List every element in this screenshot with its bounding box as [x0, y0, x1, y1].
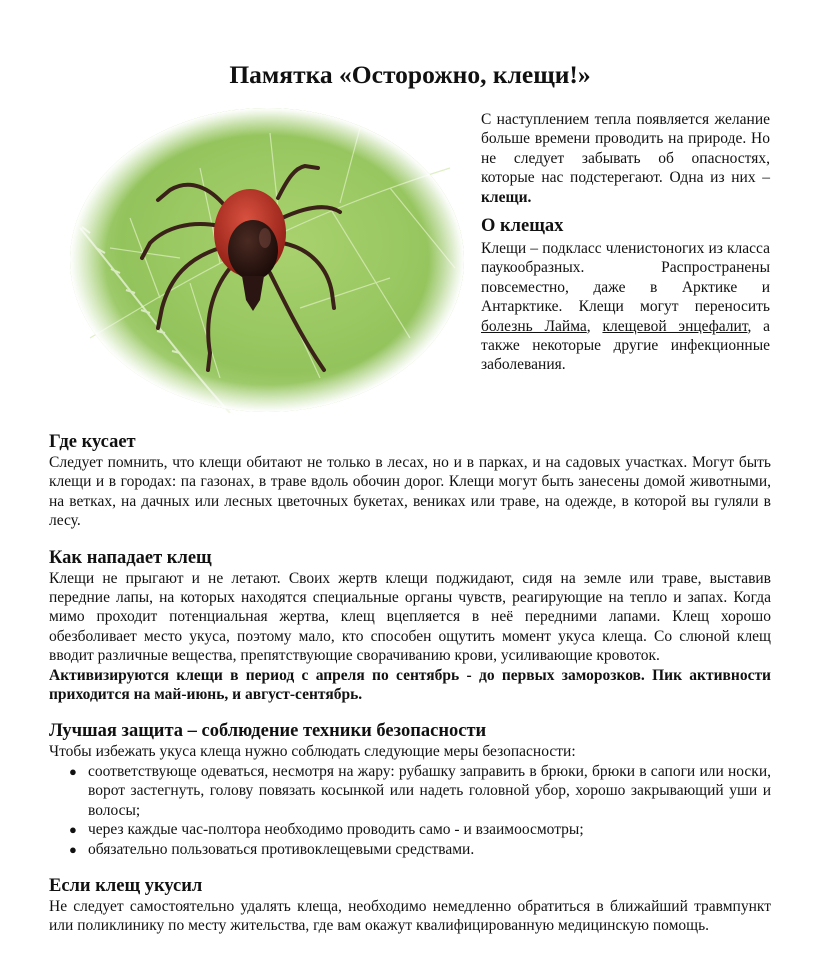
main-content	[49, 431, 771, 952]
list-item: ● обязательно пользоваться противоклещевыми средствами.	[69, 840, 475, 858]
protection-heading: Лучшая защита – соблюдение техники безопасности	[49, 721, 487, 742]
activity-period-note: Активизируются клещи в период с апреля по сентябрь - до первых заморозков. Пик активности приходится на май-июнь, и август-сентябрь.	[49, 666, 771, 704]
intro-paragraph: С наступлением тепла появляется желание больше времени проводить на природе. Но не следует забывать об опасностях, которые нас подстерегают. Одна из них – клещи.	[481, 111, 770, 206]
about-heading: О клещах	[481, 216, 564, 237]
bullet-icon: ●	[69, 841, 77, 857]
protection-list	[49, 762, 771, 859]
encephalitis-link[interactable]: клещевой энцефалит	[602, 317, 748, 335]
attack-heading: Как нападает клещ	[49, 547, 212, 568]
attack-paragraph: Клещи не прыгают и не летают. Своих жертв клещи поджидают, сидя на земле или траве, выставив передние лапы, на которых находятся специальные органы чувств, реагирующие на тепло и запах. Когда мимо проходит потенциальная жертва, клещ вцепляется в неё передними лапами. Клещ хорошо обезболивает место укуса, поэтому мало, кто способен ощутить момент укуса клеща. Со слюной клещ вводит различные вещества, препятствующие сворачиванию крови, усиливающие кровоток.	[49, 569, 771, 665]
about-paragraph: Клещи – подкласс членистоногих из класса паукообразных. Распространены повсеместно, даже в Арктике и Антарктике. Клещи могут переносить болезнь Лайма, клещевой энцефалит, а также некоторые другие инфекционные заболевания.	[481, 240, 770, 374]
bitten-heading: Если клещ укусил	[49, 875, 203, 896]
lyme-disease-link[interactable]: болезнь Лайма	[481, 317, 587, 335]
right-column	[481, 110, 770, 375]
image-fade-edge	[70, 108, 464, 412]
bitten-paragraph: Не следует самостоятельно удалять клеща, необходимо немедленно обратиться в ближайший травмпункт или поликлинику по месту жительства, где вам окажут квалифицированную медицинскую помощь.	[49, 897, 771, 935]
section-protection	[49, 720, 771, 858]
page-title: Памятка «Осторожно, клещи!»	[229, 60, 591, 89]
section-where	[49, 431, 771, 531]
tick-on-leaf-image	[70, 108, 465, 413]
bullet-icon: ●	[69, 763, 77, 779]
list-item: ● соответствующе одеваться, несмотря на жару: рубашку заправить в брюки, брюки в сапоги или носки, ворот застегнуть, голову повязать косынкой или надеть головной убор, хорошо закрывающий уши и волосы;	[69, 762, 771, 819]
bullet-icon: ●	[69, 822, 77, 838]
protection-intro: Чтобы избежать укуса клеща нужно соблюдать следующие меры безопасности:	[49, 743, 576, 761]
section-attack	[49, 547, 771, 705]
section-bitten	[49, 875, 771, 936]
where-heading: Где кусает	[49, 432, 136, 452]
list-item: ● через каждые час-полтора необходимо проводить само - и взаимоосмотры;	[69, 821, 584, 839]
where-paragraph: Следует помнить, что клещи обитают не только в лесах, но и в парках, и на садовых участках. Могут быть клещи и в городах: па газонах, в траве вдоль обочин дорог. Клещи могут быть занесены домой животными, на ветках, на дачных или лесных цветочных букетах, вениках или траве, на одежде, в которой вы гуляли в лесу.	[49, 454, 771, 530]
